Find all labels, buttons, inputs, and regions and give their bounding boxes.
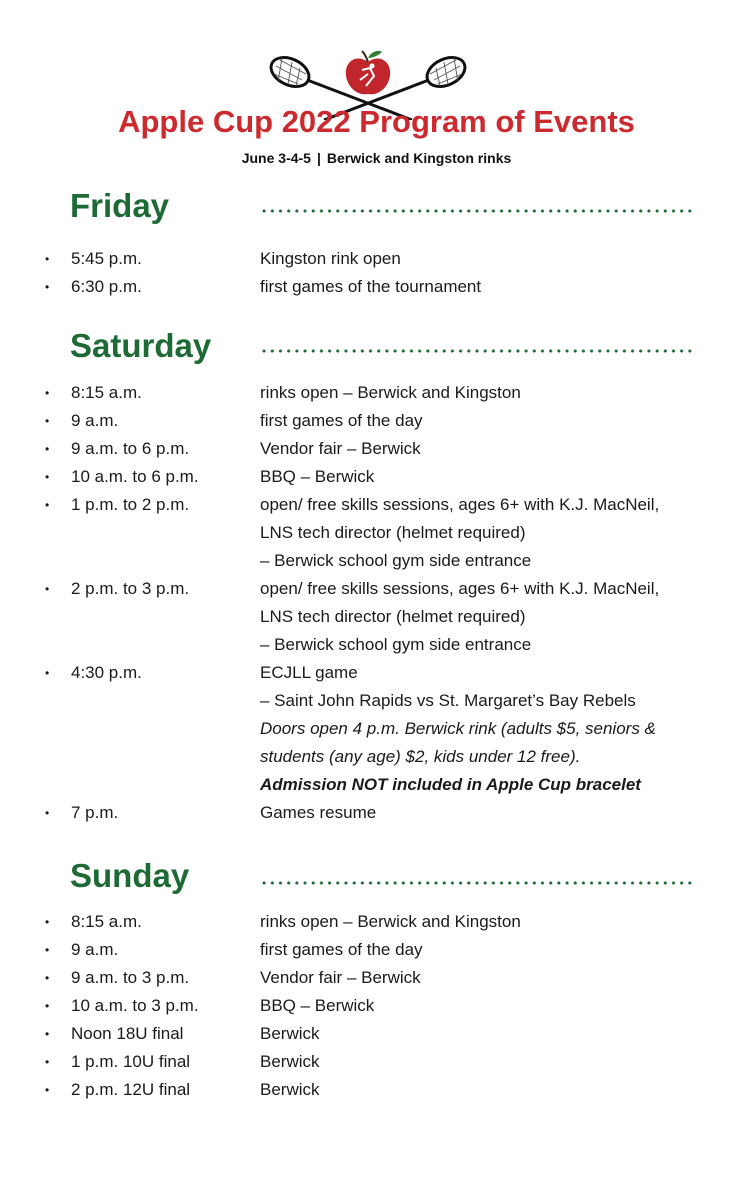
event-time: 7 p.m. [71,803,119,822]
subtitle-separator: | [316,150,321,166]
dotted-leader [260,348,694,354]
event-time: 9 a.m. to 6 p.m. [71,439,190,458]
bullet: • [45,414,50,428]
event-description-continued: – Berwick school gym side entrance [260,635,532,654]
list-item [0,245,753,273]
event-time: 9 a.m. to 3 p.m. [71,968,190,987]
list-item [0,491,753,519]
day-heading-sunday: Sunday [70,857,190,894]
event-time: 9 a.m. [71,411,119,430]
bullet: • [45,470,50,484]
bullet: • [45,999,50,1013]
event-note: Doors open 4 p.m. Berwick rink (adults $5, seniors & [260,719,656,738]
list-item [0,964,753,992]
list-item [0,463,753,491]
event-time: 4:30 p.m. [71,663,142,682]
event-description-continued: LNS tech director (helmet required) [260,523,526,542]
list-item [0,407,753,435]
bullet: • [45,1027,50,1041]
admission-note: Admission NOT included in Apple Cup bracelet [260,775,641,794]
list-item [0,659,753,687]
bullet: • [45,806,50,820]
bullet: • [45,582,50,596]
event-description: open/ free skills sessions, ages 6+ with K.J. MacNeil, [260,579,660,598]
event-description: Berwick [260,1052,320,1071]
bullet: • [45,498,50,512]
bullet: • [45,252,50,266]
event-description-continued: – Saint John Rapids vs St. Margaret’s Bay Rebels [260,691,636,710]
list-item [0,575,753,603]
event-time: 9 a.m. [71,940,119,959]
event-subtitle [0,150,753,166]
bullet: • [45,280,50,294]
list-item [0,1020,753,1048]
event-description: Games resume [260,803,377,822]
event-time: 2 p.m. to 3 p.m. [71,579,190,598]
event-description: Vendor fair – Berwick [260,968,421,987]
list-item [0,273,753,301]
page-title: Apple Cup 2022 Program of Events [118,104,635,139]
event-time: Noon 18U final [71,1024,184,1043]
event-description: first games of the day [260,411,423,430]
event-time: 8:15 a.m. [71,383,142,402]
bullet: • [45,442,50,456]
bullet: • [45,386,50,400]
list-item [0,799,753,827]
list-item [0,936,753,964]
event-description: Berwick [260,1080,320,1099]
bullet: • [45,971,50,985]
event-description: ECJLL game [260,663,358,682]
bullet: • [45,666,50,680]
event-description: Vendor fair – Berwick [260,439,421,458]
event-note: students (any age) $2, kids under 12 free). [260,747,581,766]
apple-icon [346,51,390,94]
event-description: rinks open – Berwick and Kingston [260,912,521,931]
dotted-leader [260,208,694,214]
bullet: • [45,1083,50,1097]
event-time: 6:30 p.m. [71,277,142,296]
event-time: 8:15 a.m. [71,912,142,931]
event-description-continued: LNS tech director (helmet required) [260,607,526,626]
list-item [0,379,753,407]
event-description: rinks open – Berwick and Kingston [260,383,521,402]
event-description: Kingston rink open [260,249,401,268]
bullet: • [45,943,50,957]
event-time: 10 a.m. to 6 p.m. [71,467,199,486]
list-item [0,1076,753,1104]
event-venue: Berwick and Kingston rinks [326,150,512,166]
event-description-continued: – Berwick school gym side entrance [260,551,532,570]
list-item [0,992,753,1020]
event-description: first games of the tournament [260,277,482,296]
event-time: 1 p.m. 10U final [71,1052,191,1071]
event-description: BBQ – Berwick [260,996,375,1015]
list-item [0,1048,753,1076]
event-time: 1 p.m. to 2 p.m. [71,495,190,514]
list-item [0,435,753,463]
event-description: BBQ – Berwick [260,467,375,486]
event-description: Berwick [260,1024,320,1043]
event-time: 2 p.m. 12U final [71,1080,191,1099]
dotted-leader [260,880,694,886]
day-heading-friday: Friday [70,187,170,224]
list-item [0,908,753,936]
event-description: first games of the day [260,940,423,959]
bullet: • [45,1055,50,1069]
event-time: 5:45 p.m. [71,249,142,268]
event-dates: June 3-4-5 [241,150,311,166]
bullet: • [45,915,50,929]
event-description: open/ free skills sessions, ages 6+ with K.J. MacNeil, [260,495,660,514]
event-time: 10 a.m. to 3 p.m. [71,996,199,1015]
day-heading-saturday: Saturday [70,327,212,364]
